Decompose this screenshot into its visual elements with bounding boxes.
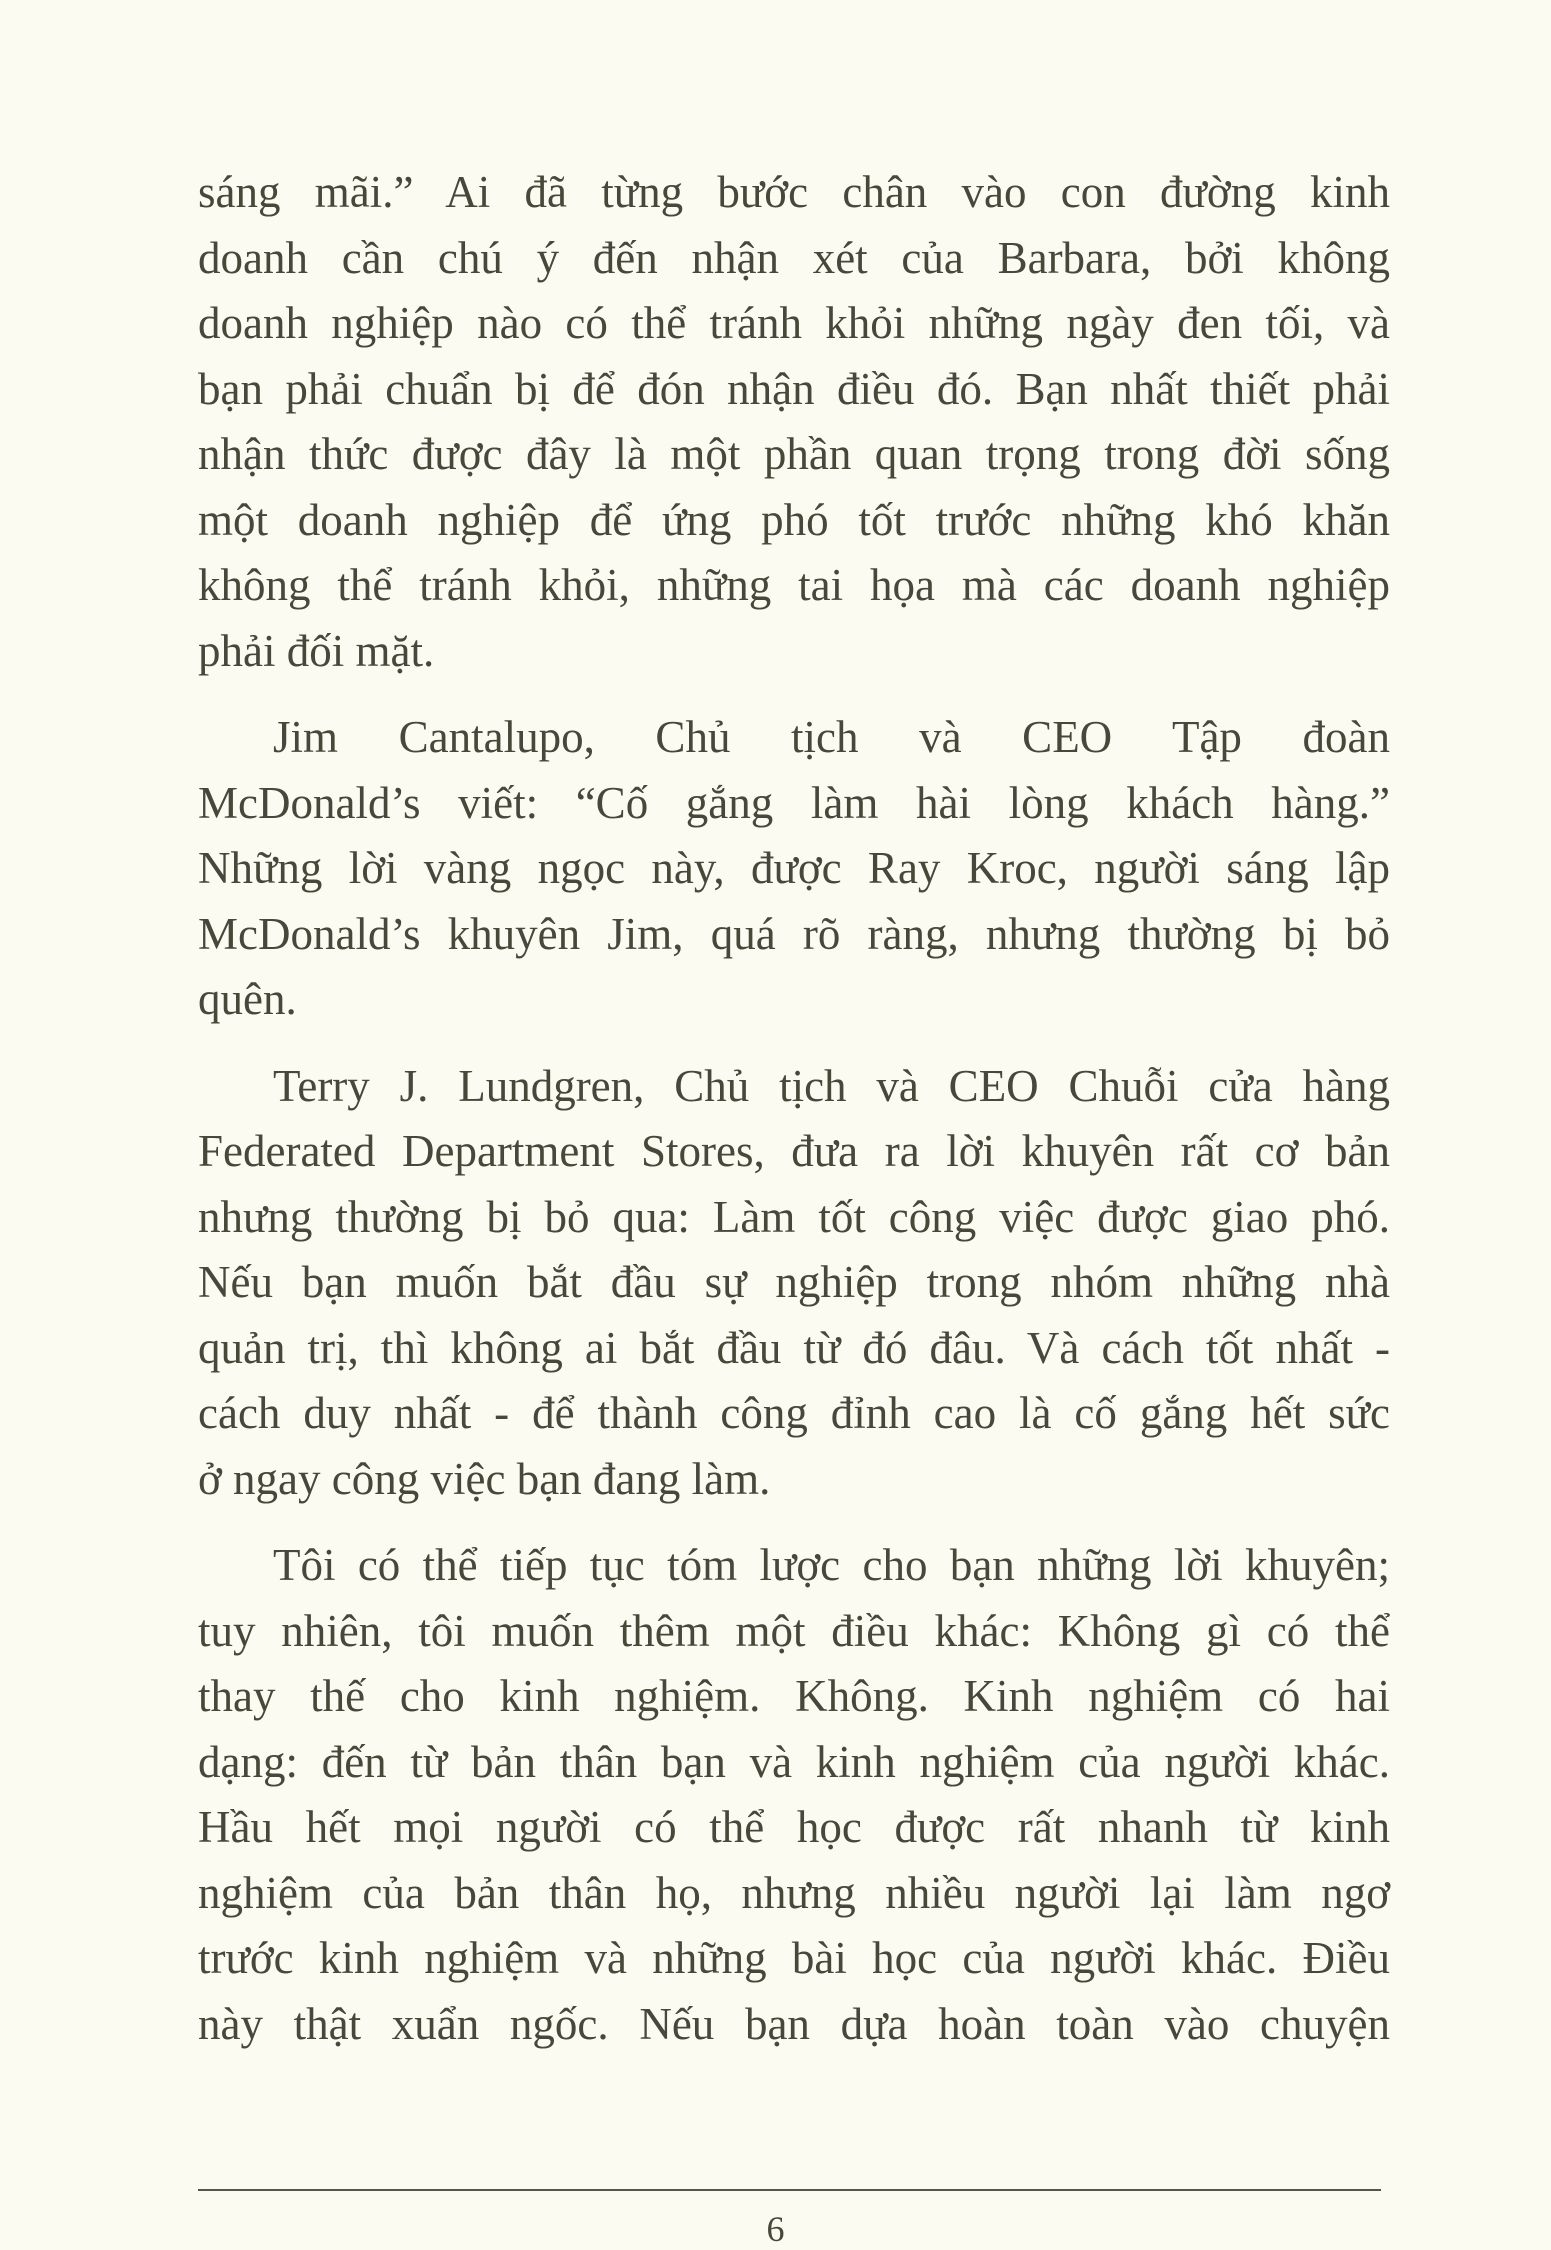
text-line: dạng: đến từ bản thân bạn và kinh nghiệm của người khác.	[198, 1736, 1390, 1787]
page-number: 6	[766, 2209, 785, 2249]
text-line: doanh nghiệp nào có thể tránh khỏi những ngày đen tối, và	[198, 298, 1390, 348]
text-line: Nếu bạn muốn bắt đầu sự nghiệp trong nhóm những nhà	[198, 1257, 1390, 1307]
text-line: McDonald’s viết: “Cố gắng làm hài lòng khách hàng.”	[198, 777, 1390, 828]
text-line: quên.	[198, 974, 297, 1024]
text-line: tuy nhiên, tôi muốn thêm một điều khác: Không gì có thể	[198, 1605, 1390, 1656]
footer-divider	[198, 2189, 1381, 2191]
text-line: nghiệm của bản thân họ, nhưng nhiều người lại làm ngơ	[198, 1867, 1390, 1918]
text-line: trước kinh nghiệm và những bài học của người khác. Điều	[198, 1933, 1390, 1983]
paragraph	[198, 705, 1390, 1033]
text-line: này thật xuẩn ngốc. Nếu bạn dựa hoàn toàn vào chuyện	[198, 1998, 1390, 2049]
text-line: Federated Department Stores, đưa ra lời khuyên rất cơ bản	[198, 1126, 1390, 1176]
text-line: sáng mãi.” Ai đã từng bước chân vào con đường kinh	[198, 167, 1390, 217]
text-line: Tôi có thể tiếp tục tóm lược cho bạn những lời khuyên;	[273, 1540, 1390, 1590]
text-line: Jim Cantalupo, Chủ tịch và CEO Tập đoàn	[273, 712, 1390, 762]
paragraph	[198, 1533, 1390, 2057]
text-line: Những lời vàng ngọc này, được Ray Kroc, người sáng lập	[198, 843, 1390, 893]
text-line: quản trị, thì không ai bắt đầu từ đó đâu. Và cách tốt nhất -	[198, 1322, 1390, 1373]
text-line: doanh cần chú ý đến nhận xét của Barbara, bởi không	[198, 232, 1390, 283]
text-line: nhận thức được đây là một phần quan trọng trong đời sống	[198, 429, 1390, 479]
text-line: McDonald’s khuyên Jim, quá rõ ràng, nhưng thường bị bỏ	[198, 908, 1390, 959]
text-line: ở ngay công việc bạn đang làm.	[198, 1453, 771, 1504]
text-line: bạn phải chuẩn bị để đón nhận điều đó. Bạn nhất thiết phải	[198, 363, 1390, 414]
text-line: một doanh nghiệp để ứng phó tốt trước những khó khăn	[198, 494, 1390, 545]
text-line: cách duy nhất - để thành công đỉnh cao là cố gắng hết sức	[198, 1388, 1390, 1438]
text-line: thay thế cho kinh nghiệm. Không. Kinh nghiệm có hai	[198, 1671, 1390, 1721]
text-line: nhưng thường bị bỏ qua: Làm tốt công việc được giao phó.	[198, 1191, 1390, 1242]
paragraph	[198, 1054, 1390, 1513]
body-text	[198, 160, 1390, 2078]
text-line: không thể tránh khỏi, những tai họa mà các doanh nghiệp	[198, 560, 1390, 610]
text-line: phải đối mặt.	[198, 625, 435, 676]
paragraph	[198, 160, 1390, 684]
text-line: Terry J. Lundgren, Chủ tịch và CEO Chuỗi cửa hàng	[273, 1060, 1390, 1111]
text-line: Hầu hết mọi người có thể học được rất nhanh từ kinh	[198, 1802, 1390, 1852]
